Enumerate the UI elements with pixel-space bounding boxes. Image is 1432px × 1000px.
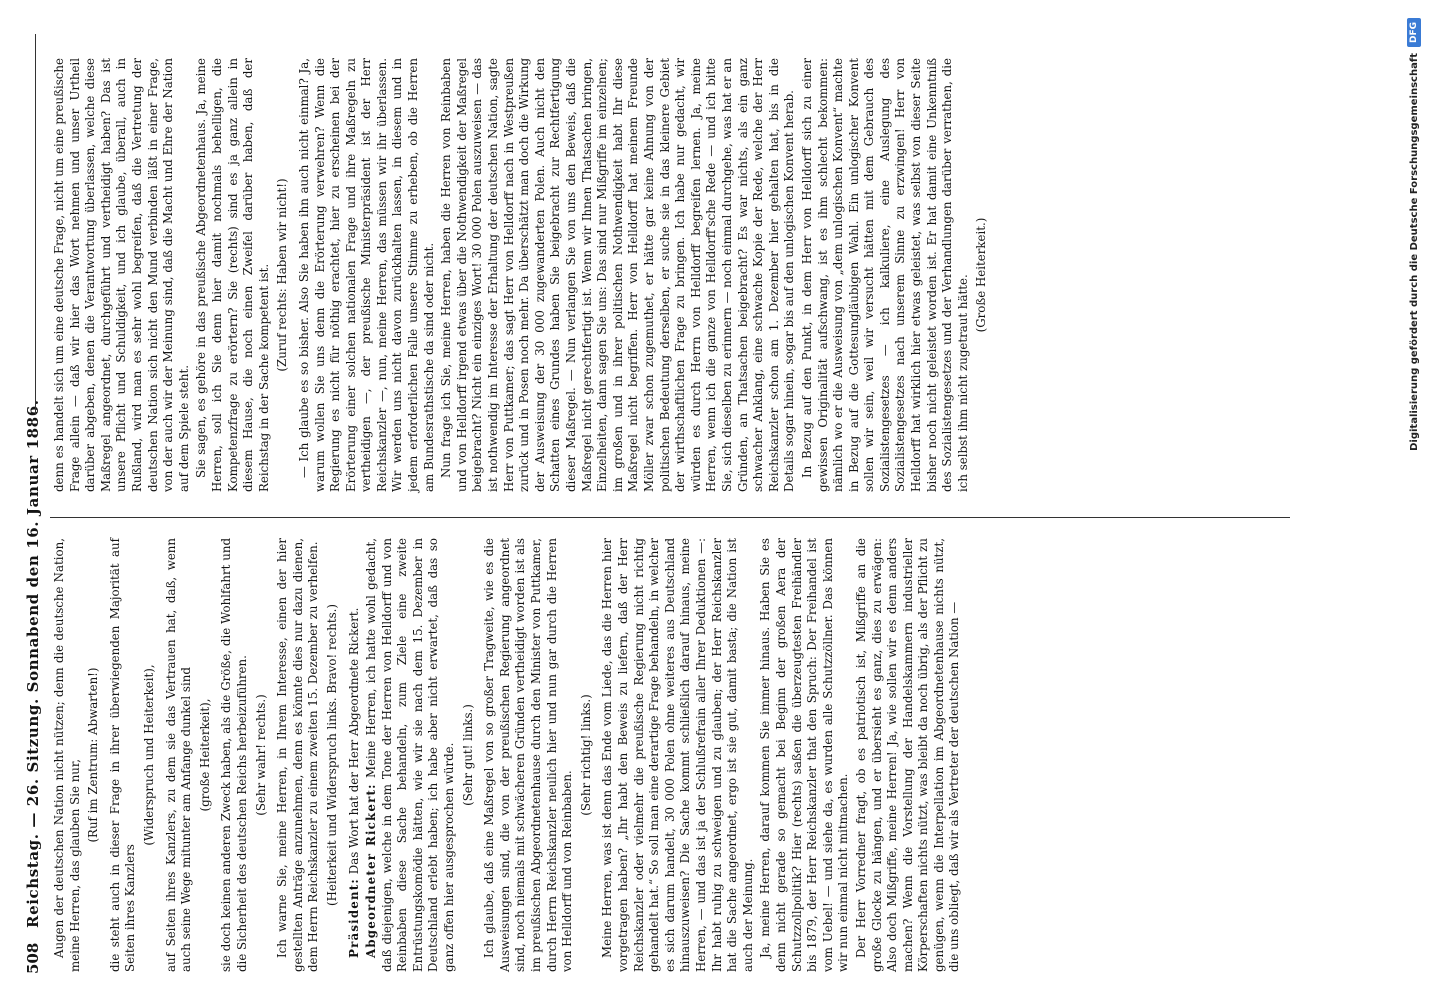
interjection: (Heiterkeit und Widerspruch links. Bravo! rechts.) (324, 604, 339, 906)
interjection: (Große Heiterkeit.) (974, 217, 989, 333)
running-head: Reichstag. — 26. Sitzung. Sonnabend den 16. Januar 1886. (24, 399, 42, 928)
page-number: 508 (24, 942, 42, 974)
body-paragraph: Ich glaube, daß eine Maßregel von so großer Tragweite, wie es die Ausweisungen sind, die von der preußischen Regierung angeordnet sind, noch niemals mit schwächeren Gründen vertheidigt worden ist als im preußischen Abgeordnetenhause durch den Minister von Puttkamer, durch Herrn Reichskanzler neulich hier und nun gar durch die Herren von Helldorff und von Reinbaben. (482, 538, 575, 972)
column-divider (50, 517, 1290, 518)
body-paragraph: Der Herr Vorredner fragt, ob es patriotisch ist, Mißgriffe an die große Glocke zu hängen, und er übersieht es ganz, dies zu erwägen: Also doch Mißgriffe, meine Herren! Ja, wie sollen wir es denn anders machen? Wenn die Vorstellung der Handelskammern industrieller Körperschaften nichts nützt, was bleibt da noch übrig, als der Pflicht zu genügen, wenn die Interpellation im Abgeordnetenhause nichts nützt, die uns obliegt, daß wir als Vertreter der deutschen Nation — (853, 538, 962, 972)
interjection: (Sehr wahr! rechts.) (253, 694, 268, 816)
speech-text: Das Wort hat der Herr Abgeordnete Rickert. (346, 607, 361, 875)
speech-text: Meine Herren, ich hatte wohl gedacht, daß diejenigen, welche in dem Tone der Herren von Helldorff und von Reinbaben diese Sache behandeln, zum Ziele eine zweite Entrüstungskomödie hätten, wie wir sie nach dem 15. Dezember in Deutschland erlebt haben; ich habe aber nicht erwartet, daß das so ganz offen hier ausgesprochen würde. (364, 538, 457, 972)
interjection: (Sehr gut! links.) (460, 704, 475, 806)
right-column (52, 58, 996, 492)
speaker-paragraph (347, 538, 363, 972)
body-paragraph: auf Seiten ihres Kanzlers, zu dem sie das Vertrauen hat, daß, wenn auch seine Wege mitunter am Anfange dunkel sind (163, 538, 194, 972)
body-paragraph: In Bezug auf den Punkt, in dem Herr von Helldorff sich zu einer gewissen Originalität aufschwang, ist es ihm schlecht bekommen: nämlich wo er die Ausweisung von „dem unlogischen Konvent“ machte in Bezug auf die Gottesungläubigen Wahl. Ein unlogischer Konvent sollen wir sein, weil wir versucht hätten mit dem Gebrauch des Sozialistengesetzes — ich kalkuliere, eine Auslegung des Sozialistengesetzes nach unserem Sinne zu erzwingen! Herr von Helldorff hat wirklich hier etwas geleistet, was selbst von dieser Seite bisher noch nicht geleistet worden ist. Er hat damit eine Unkenntniß des Sozialistengesetzes und der Verhandlungen darüber verrathen, die ich selbst ihm nicht zugetraut hätte. (799, 58, 970, 492)
speaker-name: Präsident: (346, 878, 361, 958)
interjection: (Zuruf rechts: Haben wir nicht!) (275, 178, 290, 372)
body-paragraph: denn es handelt sich um eine deutsche Frage, nicht um eine preußische Frage allein — daß wir hier das Wort nehmen und unser Urtheil darüber abgeben, denen die Verantwortung überlassen, welche diese Maßregel angeordnet, durchgeführt und vertheidigt haben? Das ist unsere Pflicht und Schuldigkeit, und ich glaube, überall, auch in Rußland, wird man es sehr wohl begreifen, daß die Vertretung der deutschen Nation sich nicht den Mund verbinden läßt in einer Frage, von der auch wir der Meinung sind, daß die Macht und Ehre der Nation auf dem Spiele steht. (52, 58, 191, 492)
body-paragraph: Sie sagen, es gehöre in das preußische Abgeordnetenhaus. Ja, meine Herren, soll ich Sie denn hier damit nochmals behelligen, die Kompetenzfrage zu erörtern? Sie (rechts) sind es ja ganz allein in diesem Hause, die noch einen Zweifel darüber haben, daß der Reichstag in der Sache kompetent ist. (194, 58, 271, 492)
interjection: (Sehr richtig! links.) (578, 694, 593, 816)
dfg-logo: DFG (1407, 18, 1421, 47)
header-rule (35, 34, 36, 414)
interjection: (Ruf im Zentrum: Abwarten!) (86, 667, 101, 843)
body-paragraph: die steht auch in dieser Frage in ihrer überwiegenden Majorität auf Seiten ihres Kanzlers (107, 538, 138, 972)
body-paragraph: Ja, meine Herren, darauf kommen Sie immer hinaus. Haben Sie es denn nicht gerade so gemacht bei Beginn der großen Aera der Schutzzollpolitik? Hier (rechts) saßen die überzeugtesten Freihändler bis 1879, der Herr Reichskanzler that den Spruch: Der Freihandel ist vom Uebel! — und siehe da, es wurden alle Schutzzöllner. Das können wir nun einmal nicht mitmachen. (758, 538, 851, 972)
speaker-paragraph (364, 538, 458, 972)
body-paragraph: sie doch keinen anderen Zweck haben, als die Größe, die Wohlfahrt und die Sicherheit des deutschen Reichs herbeizuführen. (219, 538, 249, 972)
speaker-name: Abgeordneter Rickert: (364, 783, 379, 958)
interjection: (Widerspruch und Heiterkeit), (141, 664, 156, 846)
body-paragraph: Nun frage ich Sie, meine Herren, haben die Herren von Reinbaben und von Helldorff irgend etwas über die Nothwendigkeit der Maßregel beigebracht? Nicht ein einziges Wort! 30 000 Polen auszuweisen — das ist nothwendig im Interesse der Erhaltung der deutschen Nation, sagte Herr von Puttkamer; das sagt Herr von Helldorff nach in Westpreußen zurück und in Posen noch mehr. Da überschätzt man doch die Wirkung der Ausweisung der 30 000 zugewanderten Polen. Auch nicht den Schatten eines Grundes haben Sie beigebracht zur Rechtfertigung dieser Maßregel. — Nun verlangen Sie von uns den Beweis, daß die Maßregel nicht gerechtfertigt ist. Wenn wir Ihnen Thatsachen bringen, Einzelheiten, dann sagen Sie uns: Das sind nur Mißgriffe im einzelnen; im großen und in ihrer politischen Nothwendigkeit habt Ihr diese Maßregel nicht begriffen. Herr von Helldorff hat meinem Freunde Möller zwar schon zugemuthet, er hätte gar keine Ahnung von der politischen Bedeutung derselben, er suche sie in das kleinere Gebiet der wirthschaftlichen Frage zu bringen. Ich habe nur gedacht, wir würden es durch Herrn von Helldorff begreifen lernen. Ja, meine Herren, wenn ich die ganze von Helldorff'sche Rede — und ich bitte Sie, sich dieselben zu erinnern — noch einmal durchgehe, was hat er an Gründen, an Thatsachen beigebracht? Es war nichts, als ein ganz schwacher Anklang, eine schwache Kopie der Rede, welche der Herr Reichskanzler schon am 1. Dezember hier gehalten hat, bis in die Details sogar hinein, sogar bis auf den unlogischen Konvent herab. (439, 58, 797, 492)
body-paragraph: Augen der deutschen Nation nicht nützen; denn die deutsche Nation, meine Herren, das glauben Sie nur, (52, 538, 82, 972)
body-paragraph: Ich warne Sie, meine Herren, in Ihrem Interesse, einen der hier gestellten Anträge anzunehmen, denn es könnte dies nur dazu dienen, dem Herrn Reichskanzler zu einem zweiten 15. Dezember zu verhelfen. (275, 538, 321, 972)
body-paragraph: Meine Herren, was ist denn das Ende vom Liede, das die Herren hier vorgetragen haben? „Ihr habt den Beweis zu liefern, daß der Herr Reichskanzler oder vielmehr die preußische Regierung nicht richtig gehandelt hat.“ So soll man eine derartige Frage behandeln, in welcher es sich darum handelt, 30 000 Polen ohne weiteres aus Deutschland hinauszuweisen? Die Sache kommt schließlich darauf hinaus, meine Herren, — und das ist ja der Schlußrefrain aller Ihrer Deduktionen —: Ihr habt ruhig zu schweigen und zu glauben; der Herr Reichskanzler hat die Sache angeordnet, ergo ist sie gut, damit basta; die Nation ist auch der Meinung. (600, 538, 755, 972)
interjection: (große Heiterkeit), (197, 698, 212, 812)
left-column (52, 538, 965, 972)
digitization-credit (1404, 10, 1424, 990)
page-header (24, 32, 46, 974)
credit-text: Digitalisierung gefördert durch die Deutsche Forschungsgemeinschaft (1408, 53, 1420, 451)
body-paragraph: — Ich glaube es so bisher. Also Sie haben ihn auch nicht einmal? Ja, warum wollen Sie uns denn die Erörterung verwehren? Wenn die Regierung es nicht für nöthig erachtet, hier zu erscheinen bei der Erörterung einer solchen nationalen Frage und ihre Maßregeln zu vertheidigen —, der preußische Ministerpräsident ist der Herr Reichskanzler —, nun, meine Herren, das müssen wir ihr überlassen. Wir werden uns nicht davon zurückhalten lassen, in diesem und in jedem erforderlichen Falle unsere Stimme zu erheben, ob die Herren am Bundesrathstische da sind oder nicht. (296, 58, 436, 492)
